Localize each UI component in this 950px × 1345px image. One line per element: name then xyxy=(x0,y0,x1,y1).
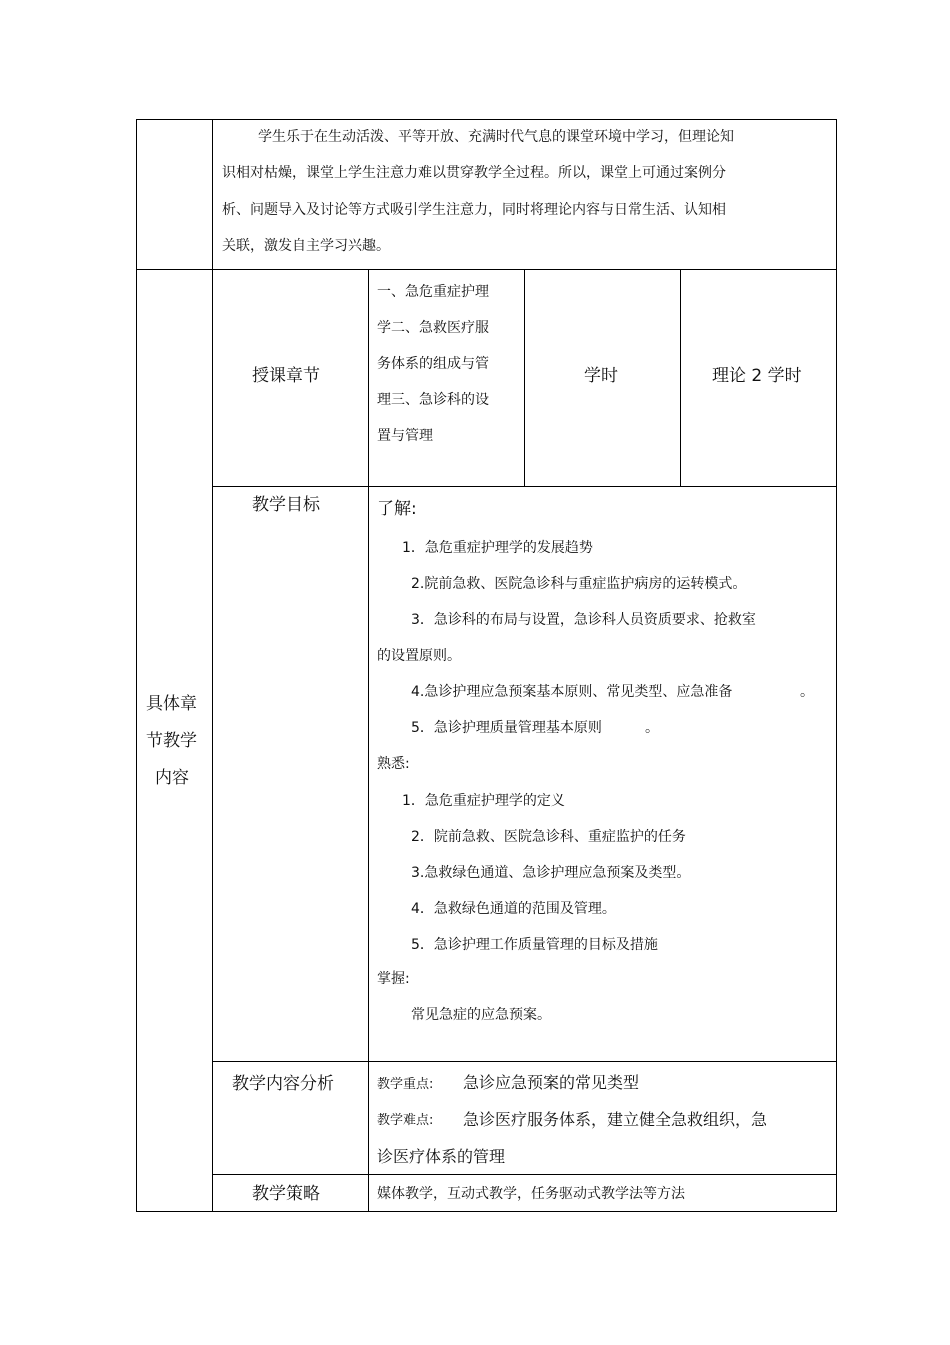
intro-line-4: 关联，激发自主学习兴趣。 xyxy=(222,238,390,254)
understand-item-3-cont: 的设置原则。 xyxy=(377,648,461,664)
understand-title: 了解: xyxy=(377,499,417,519)
chapter-label: 授课章节 xyxy=(252,366,320,386)
row-divider-analysis xyxy=(212,1174,837,1175)
hours-value: 理论 2 学时 xyxy=(712,366,802,386)
familiar-title: 熟悉: xyxy=(377,756,410,772)
familiar-item-4: 4．急救绿色通道的范围及管理。 xyxy=(411,901,616,917)
column-divider-2 xyxy=(368,269,369,1212)
understand-item-3: 3．急诊科的布局与设置，急诊科人员资质要求、抢救室 xyxy=(411,612,756,628)
understand-item-4: 4.急诊护理应急预案基本原则、常见类型、应急准备 xyxy=(411,684,733,700)
key-point-label: 教学重点: xyxy=(377,1077,434,1092)
chapter-line-2: 学二、急救医疗服 xyxy=(377,320,489,336)
understand-item-2: 2.院前急救、医院急诊科与重症监护病房的运转模式。 xyxy=(411,576,747,592)
difficult-point-text-2: 诊医疗体系的管理 xyxy=(377,1147,506,1166)
objectives-label: 教学目标 xyxy=(252,495,320,515)
row-divider-objectives xyxy=(212,1061,837,1062)
understand-item-5: 5．急诊护理质量管理基本原则 xyxy=(411,720,602,736)
familiar-item-3: 3.急救绿色通道、急诊护理应急预案及类型。 xyxy=(411,865,691,881)
section-label-line-3: 内容 xyxy=(155,768,189,788)
table-border-right xyxy=(836,119,837,1212)
analysis-label: 教学内容分析 xyxy=(232,1074,334,1094)
chapter-line-4: 理三、急诊科的设 xyxy=(377,392,489,408)
table-border-top xyxy=(136,119,837,120)
familiar-item-5: 5．急诊护理工作质量管理的目标及措施 xyxy=(411,937,658,953)
chapter-line-1: 一、急危重症护理 xyxy=(377,284,489,300)
difficult-point-label: 教学难点: xyxy=(377,1113,434,1128)
chapter-line-5: 置与管理 xyxy=(377,428,433,444)
master-item-1: 常见急症的应急预案。 xyxy=(411,1007,551,1023)
section-label-line-2: 节教学 xyxy=(146,731,197,751)
row-divider-intro xyxy=(136,269,837,270)
column-divider-4 xyxy=(680,269,681,487)
key-point-text: 急诊应急预案的常见类型 xyxy=(463,1073,640,1092)
intro-line-1: 学生乐于在生动活泼、平等开放、充满时代气息的课堂环境中学习，但理论知 xyxy=(258,129,734,145)
strategy-label: 教学策略 xyxy=(252,1184,320,1204)
intro-line-2: 识相对枯燥，课堂上学生注意力难以贯穿教学全过程。所以，课堂上可通过案例分 xyxy=(222,165,726,181)
table-border-bottom xyxy=(136,1211,837,1212)
hours-label: 学时 xyxy=(584,366,618,386)
difficult-point-text-1: 急诊医疗服务体系，建立健全急救组织，急 xyxy=(463,1110,768,1129)
understand-item-1: 1．急危重症护理学的发展趋势 xyxy=(402,540,593,556)
chapter-line-3: 务体系的组成与管 xyxy=(377,356,489,372)
strategy-text: 媒体教学，互动式教学，任务驱动式教学法等方法 xyxy=(377,1186,685,1202)
understand-item-4-end: 。 xyxy=(800,684,814,700)
master-title: 掌握: xyxy=(377,971,410,987)
understand-item-5-end: 。 xyxy=(645,720,659,736)
column-divider-1 xyxy=(212,119,213,1212)
intro-line-3: 析、问题导入及讨论等方式吸引学生注意力，同时将理论内容与日常生活、认知相 xyxy=(222,202,726,218)
familiar-item-1: 1．急危重症护理学的定义 xyxy=(402,793,565,809)
familiar-item-2: 2．院前急救、医院急诊科、重症监护的任务 xyxy=(411,829,686,845)
section-label-line-1: 具体章 xyxy=(146,694,197,714)
column-divider-3 xyxy=(524,269,525,487)
table-border-left xyxy=(136,119,137,1212)
